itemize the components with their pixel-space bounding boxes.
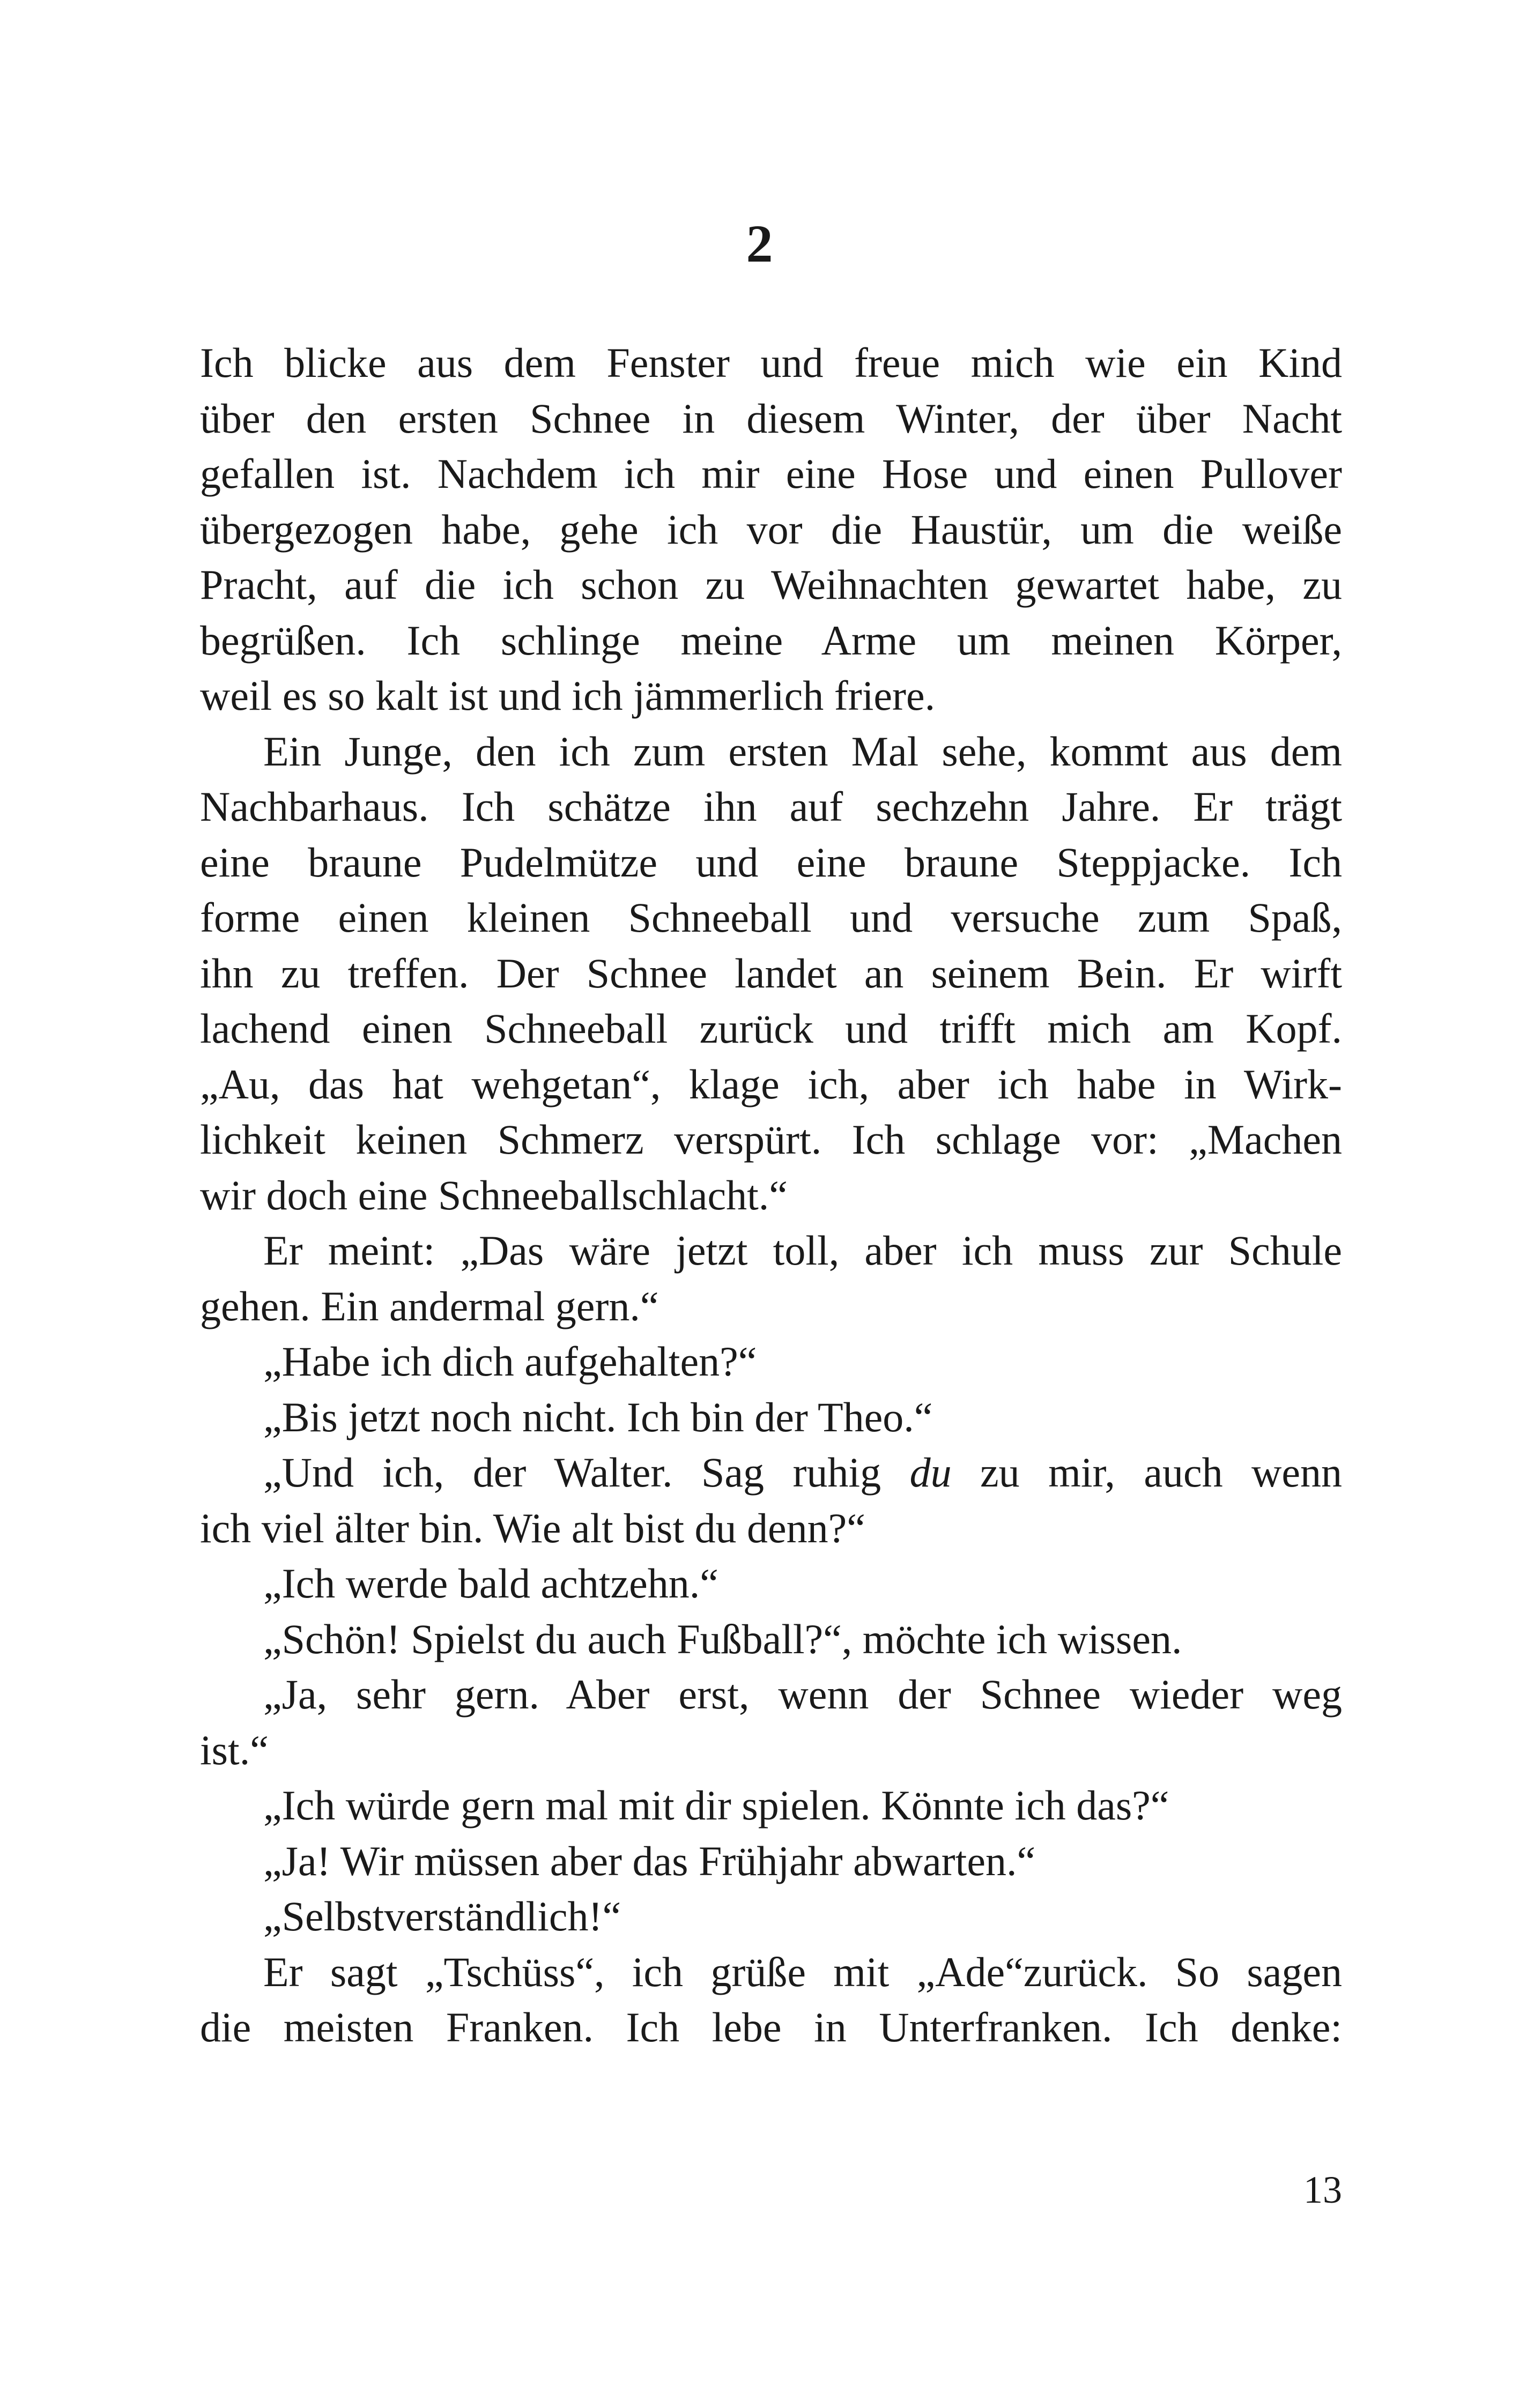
text-line: Nachbarhaus. Ich schätze ihn auf sechzehn Jahre. Er trägt: [200, 783, 1342, 830]
text-line: gefallen ist. Nachdem ich mir eine Hose und einen Pullover: [200, 450, 1342, 497]
text-line: „Bis jetzt noch nicht. Ich bin der Theo.“: [263, 1393, 933, 1440]
text-line: forme einen kleinen Schneeball und versuche zum Spaß,: [200, 894, 1342, 941]
text-line: ist.“: [200, 1726, 269, 1773]
text-line: gehen. Ein andermal gern.“: [200, 1282, 659, 1329]
text-line: über den ersten Schnee in diesem Winter, der über Nacht: [200, 395, 1342, 442]
text-line: „Ich werde bald achtzehn.“: [263, 1560, 718, 1607]
text-line: wir doch eine Schneeballschlacht.“: [200, 1171, 788, 1218]
text-line: Ich blicke aus dem Fenster und freue mich wie ein Kind: [200, 339, 1342, 386]
text-line: „Au, das hat wehgetan“, klage ich, aber ich habe in Wirk-: [200, 1060, 1342, 1108]
text-line: lachend einen Schneeball zurück und trifft mich am Kopf.: [200, 1005, 1342, 1052]
text-line: Pracht, auf die ich schon zu Weihnachten gewartet habe, zu: [200, 561, 1342, 608]
text-line: übergezogen habe, gehe ich vor die Haustür, um die weiße: [200, 506, 1342, 553]
text-line: lichkeit keinen Schmerz verspürt. Ich schlage vor: „Machen: [200, 1116, 1342, 1163]
italic-word: du: [909, 1449, 952, 1496]
text-line: ich viel älter bin. Wie alt bist du denn?“: [200, 1504, 865, 1551]
text-line: Er sagt „Tschüss“, ich grüße mit „Ade“zurück. So sagen: [263, 1948, 1342, 1995]
text-line: „Ich würde gern mal mit dir spielen. Könnte ich das?“: [263, 1782, 1169, 1829]
text-line: eine braune Pudelmütze und eine braune Steppjacke. Ich: [200, 838, 1342, 886]
text-line: „Schön! Spielst du auch Fußball?“, möchte ich wissen.: [263, 1615, 1182, 1662]
text-segment: zu mir, auch wenn: [951, 1449, 1342, 1496]
text-line: die meisten Franken. Ich lebe in Unterfranken. Ich denke:: [200, 2004, 1342, 2050]
text-line: „Ja, sehr gern. Aber erst, wenn der Schnee wieder weg: [263, 1671, 1342, 1718]
text-line: „Ja! Wir müssen aber das Frühjahr abwarten.“: [263, 1837, 1036, 1884]
text-line: Er meint: „Das wäre jetzt toll, aber ich muss zur Schule: [263, 1227, 1342, 1274]
text-segment: „Und ich, der Walter. Sag ruhig: [263, 1449, 910, 1496]
text-line: begrüßen. Ich schlinge meine Arme um meinen Körper,: [200, 616, 1342, 664]
text-line: weil es so kalt ist und ich jämmerlich friere.: [200, 672, 936, 719]
text-line: [200, 1445, 1342, 1500]
text-line: „Habe ich dich aufgehalten?“: [263, 1338, 757, 1385]
text-line: Ein Junge, den ich zum ersten Mal sehe, kommt aus dem: [263, 727, 1342, 775]
body-text: [200, 335, 1342, 2055]
chapter-number: 2: [746, 214, 773, 273]
page-number: 13: [1303, 2168, 1342, 2211]
text-line: ihn zu treffen. Der Schnee landet an seinem Bein. Er wirft: [200, 949, 1342, 997]
text-line: „Selbstverständlich!“: [263, 1893, 621, 1939]
